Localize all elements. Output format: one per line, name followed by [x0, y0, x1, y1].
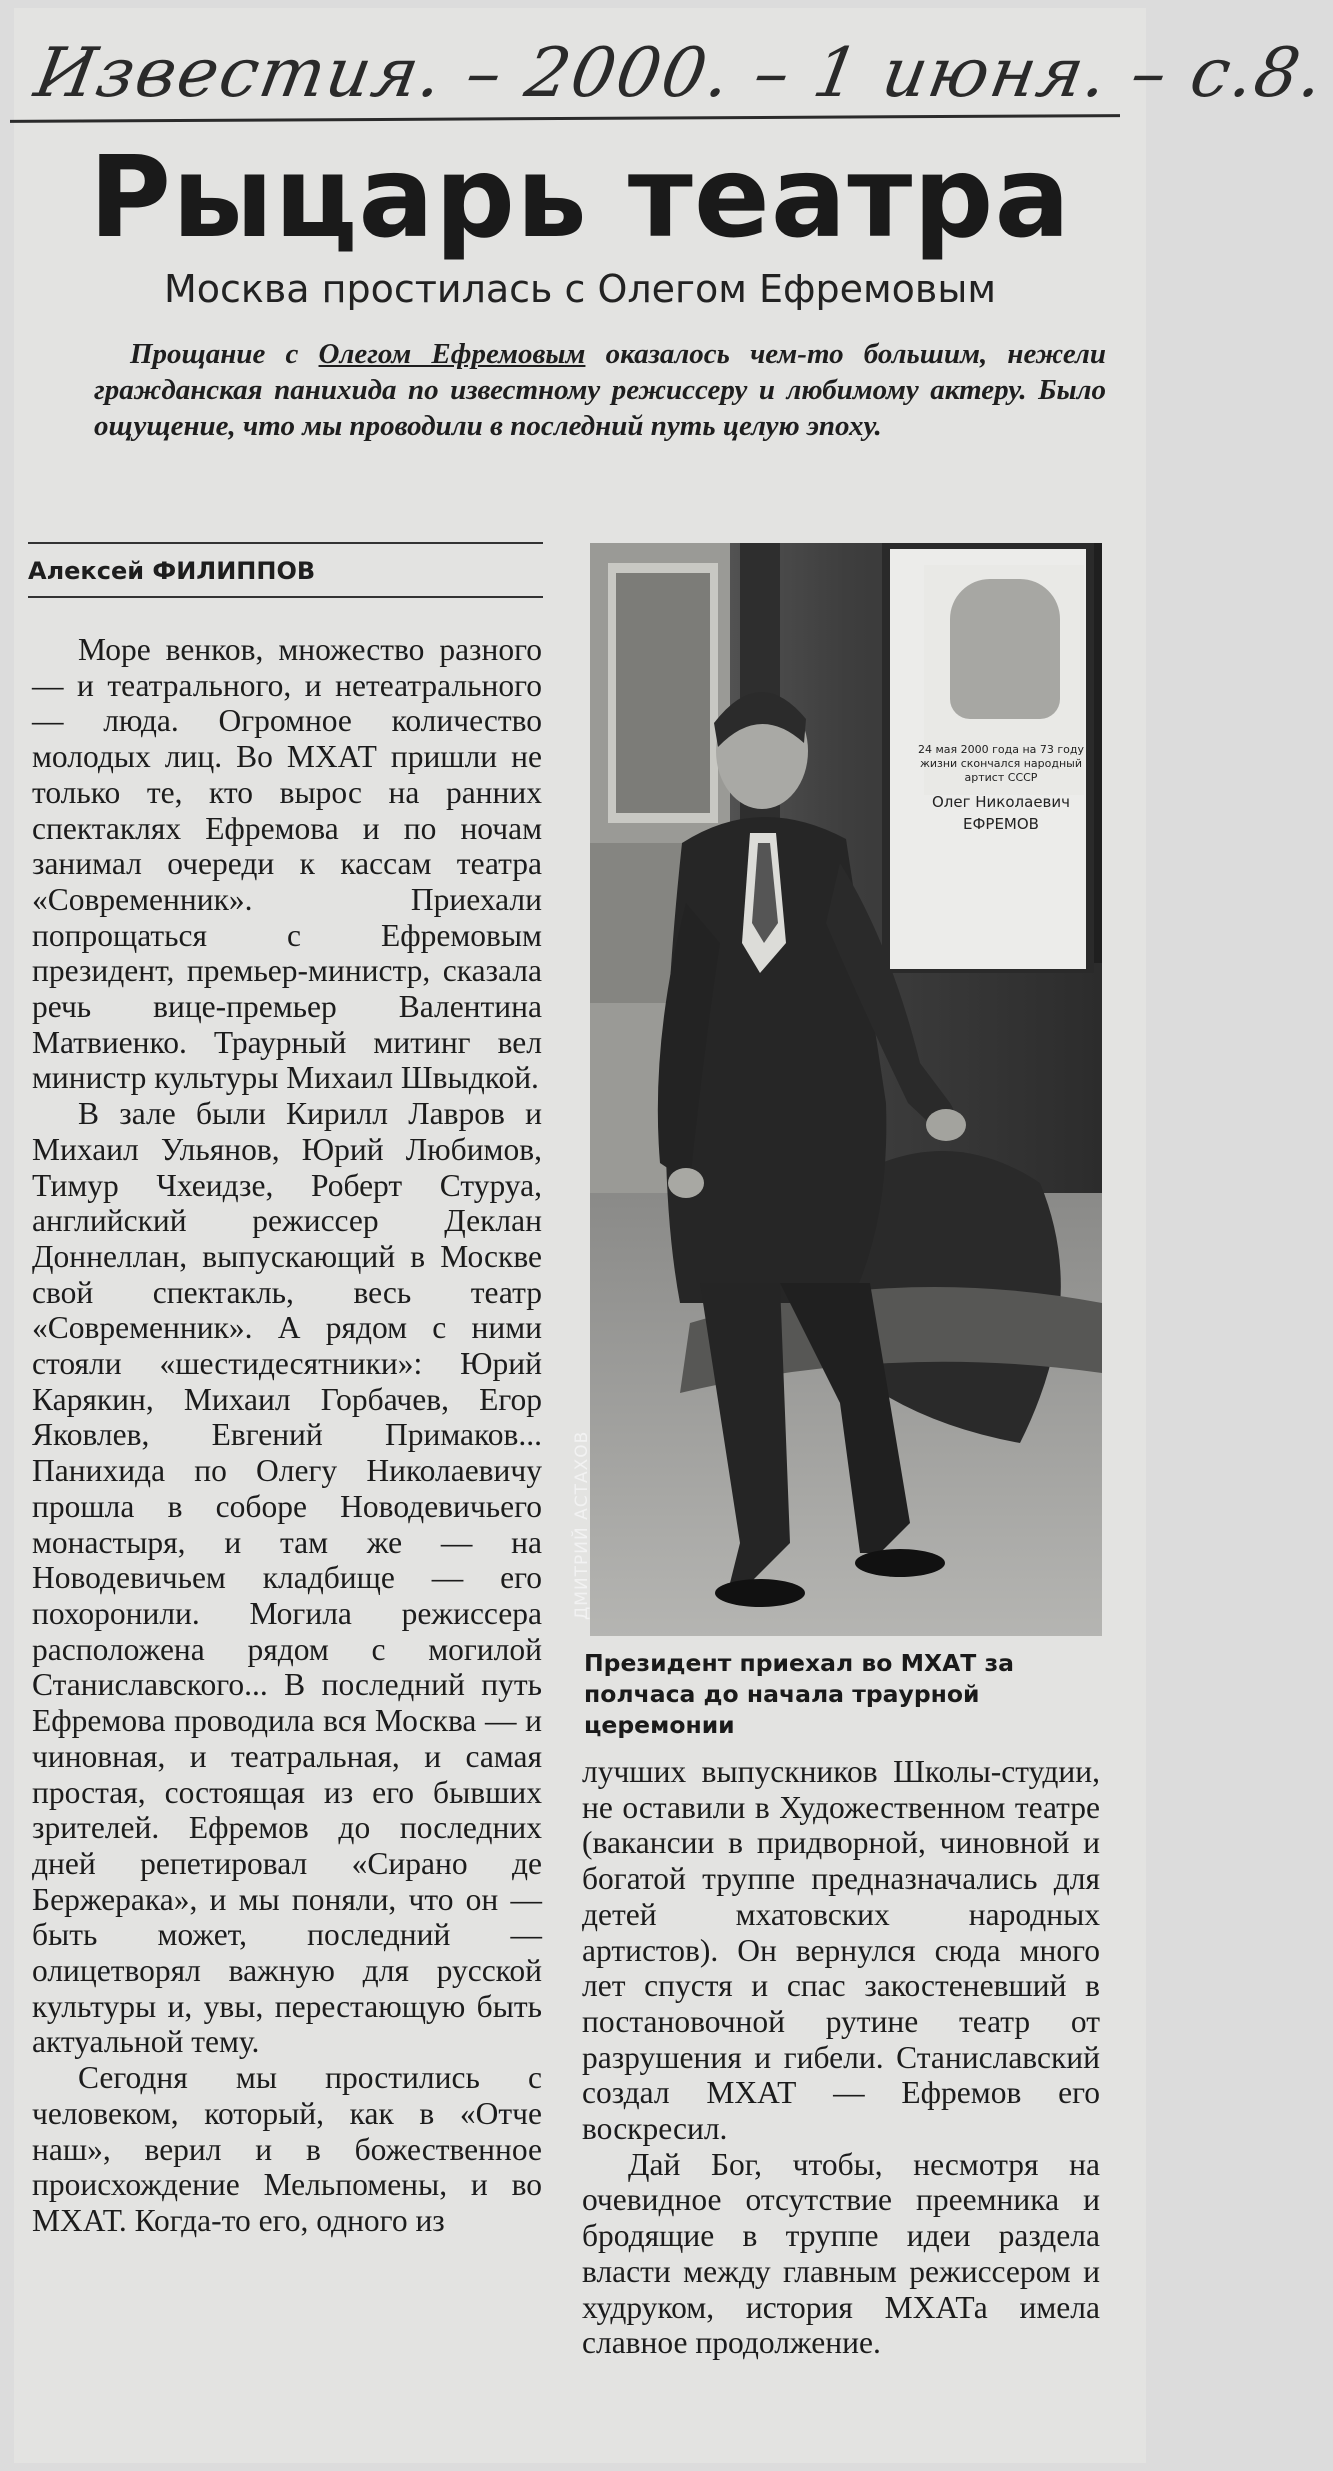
subheadline: Москва простилась с Олегом Ефремовым: [163, 267, 996, 311]
lead-paragraph: [94, 336, 1106, 444]
author-byline: Алексей ФИЛИППОВ: [28, 557, 316, 585]
article-column-1: [32, 632, 542, 2239]
headline: Рыцарь театра: [88, 133, 1072, 263]
news-photo: [590, 543, 1102, 1636]
body-paragraph: Море венков, множество разного — и театрального, и нетеатрального — люда. Огромное количество молодых лиц. Во МХАТ пришли не только те, кто вырос на ранних спектаклях Ефремова и по ночам занимал очереди к кассам театра «Современник». Приехали попрощаться с Ефремовым президент, премьер-министр, сказала речь вице-премьер Валентина Матвиенко. Траурный митинг вел министр культуры Михаил Швыдкой.: [32, 632, 542, 1096]
portrait-name-line-1: Олег Николаевич: [932, 793, 1070, 811]
lead-text-start: Прощание с: [130, 338, 319, 370]
author-top-rule: [28, 542, 543, 544]
handwritten-source-note: Известия. – 2000. – 1 июня. – с.8.: [29, 34, 1332, 113]
article-column-2: [582, 1754, 1100, 2361]
body-paragraph: Сегодня мы простились с человеком, который, как в «Отче наш», верил и в божественное происхождение Мельпомены, и во МХАТ. Когда-то его, одного из: [32, 2060, 542, 2238]
body-paragraph: В зале были Кирилл Лавров и Михаил Ульянов, Юрий Любимов, Тимур Чхеидзе, Роберт Стуруа, английский режиссер Деклан Доннеллан, выпускающий в Москве свой спектакль, весь театр «Современник». А рядом с ними стояли «шестидесятники»: Юрий Карякин, Михаил Горбачев, Егор Яковлев, Евгений Примаков... Панихида по Олегу Николаевичу прошла в соборе Новодевичьего монастыря, и там же — на Новодевичьем кладбище — его похоронили. Могила режиссера расположена рядом с могилой Станиславского... В последний путь Ефремова проводила вся Москва — и чиновная, и театральная, и самая простая, состоящая из его бывших зрителей. Ефремов до последних дней репетировал «Сирано де Бержерака», и мы поняли, что он — быть может, последний — олицетворял важную для русской культуры и, увы, перестающую быть актуальной тему.: [32, 1096, 542, 2060]
lead-underlined-name: Олегом Ефремовым: [318, 338, 586, 370]
body-paragraph: лучших выпускников Школы-студии, не оставили в Художественном театре (вакансии в придворной, чиновной и богатой труппе предназначались для детей мхатовских народных артистов). Он вернулся сюда много лет спустя и спас закостеневший в постановочной рутине театр от разрушения и гибели. Станиславский создал МХАТ — Ефремов его воскресил.: [582, 1754, 1100, 2147]
portrait-memorial-text: 24 мая 2000 года на 73 году жизни скончался народный артист СССР: [917, 743, 1085, 784]
author-bottom-rule: [28, 596, 543, 598]
portrait-photo: [950, 579, 1060, 719]
portrait-name-line-2: ЕФРЕМОВ: [963, 815, 1039, 833]
lead-text-end: оказалось чем-то большим, нежели гражданская панихида по известному режиссеру и любимому актеру. Было ощущение, что мы проводили в последний путь целую эпоху.: [94, 338, 1107, 442]
photo-credit: ДМИТРИЙ АСТАХОВ: [572, 1430, 592, 1620]
body-paragraph: Дай Бог, чтобы, несмотря на очевидное отсутствие преемника и бродящие в труппе идеи раздела власти между главным режиссером и худруком, история МХАТа имела славное продолжение.: [582, 2146, 1100, 2361]
photo-caption: Президент приехал во МХАТ за полчаса до начала траурной церемонии: [584, 1649, 1014, 1739]
